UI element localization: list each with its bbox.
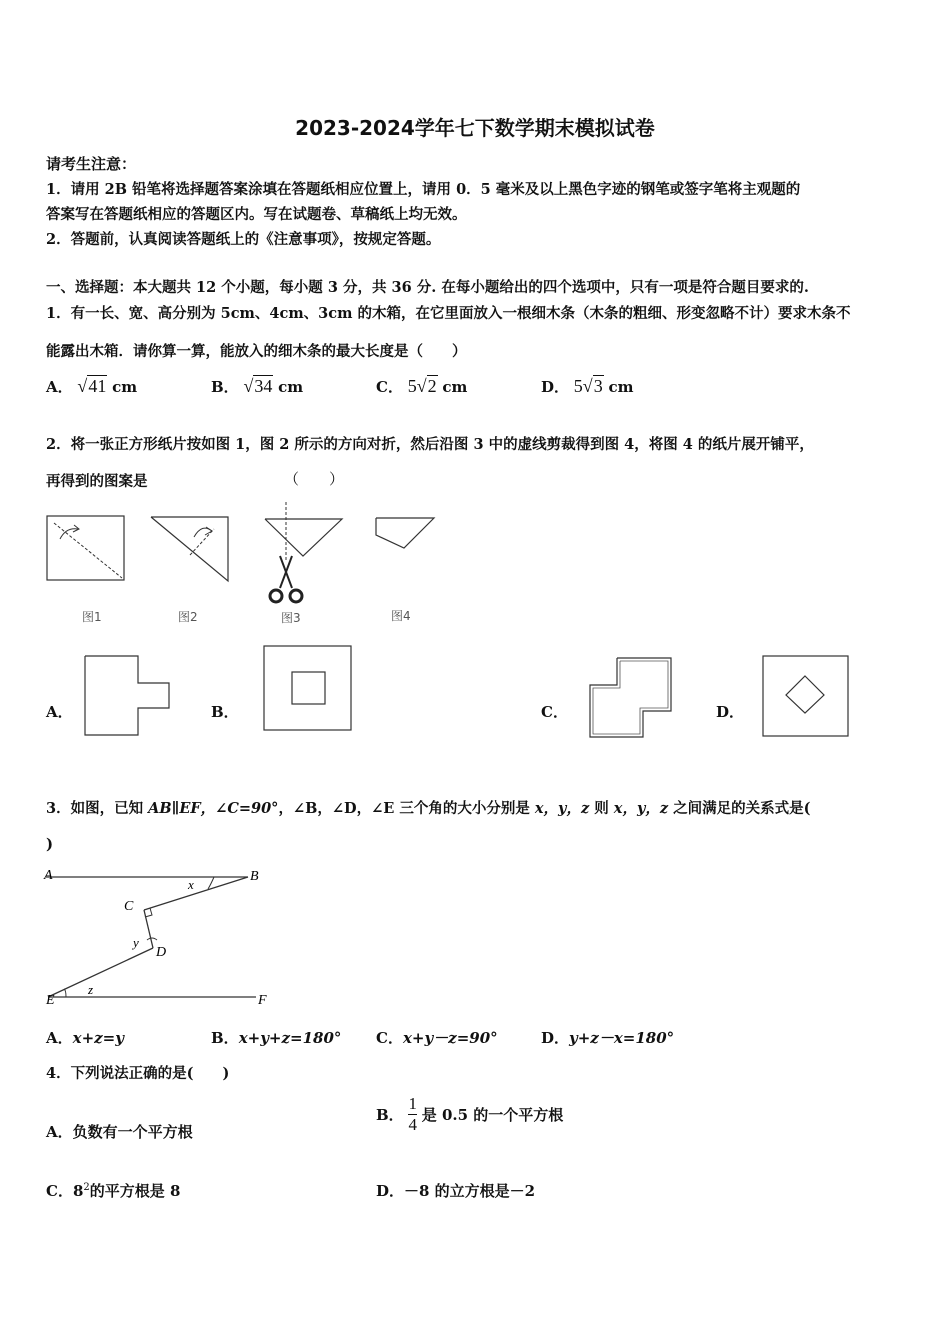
option-text: x+y－z=90° (402, 1029, 498, 1047)
radicand: 34 (254, 376, 273, 396)
q1-option-d[interactable] (541, 376, 633, 397)
q4-option-a[interactable] (46, 1121, 193, 1142)
option-label: B． (376, 1106, 404, 1124)
option-label: A． (46, 1123, 73, 1141)
q4-option-c[interactable] (46, 1180, 180, 1201)
scissors-icon (270, 556, 302, 602)
q2-option-c-shape[interactable] (589, 657, 675, 741)
q2-stem-line-1: 2．将一张正方形纸片按如图 1，图 2 所示的方向对折，然后沿图 3 中的虚线剪裁得到图 4，将图 4 的纸片展开铺平， (46, 436, 814, 453)
option-text: y+z－x=180° (569, 1029, 675, 1047)
power-exponent: 2 (83, 1182, 90, 1193)
notice-line-3: 2．答题前，认真阅读答题纸上的《注意事项》，按规定答题。 (46, 231, 441, 248)
q2-option-b-shape[interactable] (263, 645, 355, 733)
q2-figure-2 (150, 515, 230, 583)
label-b: B (250, 869, 259, 884)
option-label: A． (46, 1029, 73, 1047)
q3-stem-prefix: 3．如图，已知 (46, 800, 149, 817)
q4-option-d[interactable] (376, 1180, 535, 1201)
q3-stem-mid: ，∠B，∠D，∠E 三个角的大小分别是 (278, 800, 535, 817)
option-label: D． (376, 1182, 405, 1200)
q1-option-a[interactable] (46, 376, 137, 397)
radical-sign: √ (243, 376, 254, 396)
q2-figure-2-caption: 图2 (178, 610, 198, 624)
unit: cm (442, 378, 468, 396)
q2-figure-1 (46, 515, 126, 583)
option-text: 的平方根是 8 (89, 1182, 181, 1200)
option-label: C． (46, 1182, 73, 1200)
label-f: F (258, 993, 267, 1008)
q1-stem-line-1: 1．有一长、宽、高分别为 5cm、4cm、3cm 的木箱，在它里面放入一根细木条（木条的粗细、形变忽略不计）要求木条不 (46, 305, 851, 322)
q2-option-a-shape[interactable] (84, 655, 174, 739)
option-label: A． (46, 378, 73, 396)
q4-option-b[interactable] (376, 1094, 563, 1135)
q2-option-a-label[interactable]: A． (46, 703, 73, 721)
radical-sign: √ (416, 376, 427, 396)
q2-option-d-shape[interactable] (762, 655, 852, 739)
q3-stem-math: AB∥EF，∠C=90° (148, 800, 279, 817)
option-text: －8 的立方根是－2 (404, 1182, 536, 1200)
q1-option-b[interactable] (211, 376, 303, 397)
option-text: 是 0.5 的一个平方根 (421, 1106, 564, 1124)
q2-figure-1-caption: 图1 (82, 610, 102, 624)
fraction (408, 1094, 417, 1135)
unit: cm (608, 378, 634, 396)
q3-option-c[interactable] (376, 1027, 498, 1048)
coefficient: 5 (407, 376, 417, 396)
option-label: D． (541, 378, 570, 396)
q2-figure-4 (374, 515, 438, 555)
label-y: y (133, 935, 139, 950)
q3-option-b[interactable] (211, 1027, 341, 1048)
q1-option-c[interactable] (376, 376, 467, 397)
radicand: 41 (88, 376, 107, 396)
notice-line-1: 1．请用 2B 铅笔将选择题答案涂填在答题纸相应位置上，请用 0．5 毫米及以上黑色字迹的钢笔或签字笔将主观题的 (46, 181, 801, 198)
q3-stem-line-1 (46, 797, 811, 818)
q3-figure (44, 864, 274, 1014)
unit: cm (278, 378, 304, 396)
notice-heading: 请考生注意： (46, 155, 137, 173)
q3-stem-then: 则 (589, 800, 614, 817)
option-label: D． (541, 1029, 570, 1047)
page-title: 2023-2024学年七下数学期末模拟试卷 (295, 116, 655, 140)
option-text: 负数有一个平方根 (72, 1123, 193, 1141)
notice-line-2: 答案写在答题纸相应的答题区内。写在试题卷、草稿纸上均无效。 (46, 206, 467, 223)
q2-figure-4-caption: 图4 (391, 609, 411, 623)
q3-option-a[interactable] (46, 1027, 124, 1048)
radical-sign: √ (77, 376, 88, 396)
radicand: 2 (427, 376, 437, 396)
option-label: B． (211, 1029, 239, 1047)
q3-option-d[interactable] (541, 1027, 674, 1048)
coefficient: 5 (573, 376, 583, 396)
q2-option-c-label[interactable]: C． (541, 703, 568, 721)
option-text: x+y+z=180° (238, 1029, 342, 1047)
option-label: C． (376, 1029, 403, 1047)
option-label: C． (376, 378, 403, 396)
fraction-denominator: 4 (408, 1115, 417, 1134)
fraction-numerator: 1 (408, 1094, 417, 1113)
q3-stem-line-2: ) (46, 835, 54, 853)
q4-stem: 4．下列说法正确的是( ) (46, 1065, 230, 1082)
q2-figure-3 (262, 500, 346, 610)
label-d: D (156, 945, 167, 960)
unit: cm (112, 378, 138, 396)
q2-figure-3-caption: 图3 (281, 611, 301, 625)
q3-stem-tail: 之间满足的关系式是( (668, 800, 811, 817)
q2-option-b-label[interactable]: B． (211, 703, 239, 721)
section-heading: 一、选择题：本大题共 12 个小题，每小题 3 分，共 36 分. 在每小题给出的四个选项中，只有一项是符合题目要求的. (46, 279, 809, 296)
q3-stem-vars: x，y，z (534, 800, 590, 817)
power-base: 8 (72, 1182, 84, 1200)
option-text: x+z=y (72, 1029, 124, 1047)
q2-answer-paren: （ ） (284, 470, 345, 488)
label-z: z (88, 982, 94, 997)
label-a: A (44, 868, 53, 883)
q2-option-d-label[interactable]: D． (716, 703, 745, 721)
label-x: x (188, 877, 194, 892)
label-e: E (46, 993, 55, 1008)
radicand: 3 (593, 376, 603, 396)
option-label: B． (211, 378, 239, 396)
label-c: C (124, 899, 134, 914)
radical-sign: √ (582, 376, 593, 396)
q3-stem-vars-2: x，y，z (613, 800, 669, 817)
q1-stem-line-2: 能露出木箱．请你算一算，能放入的细木条的最大长度是（ ） (46, 343, 467, 360)
q2-stem-line-2: 再得到的图案是 (46, 473, 148, 490)
